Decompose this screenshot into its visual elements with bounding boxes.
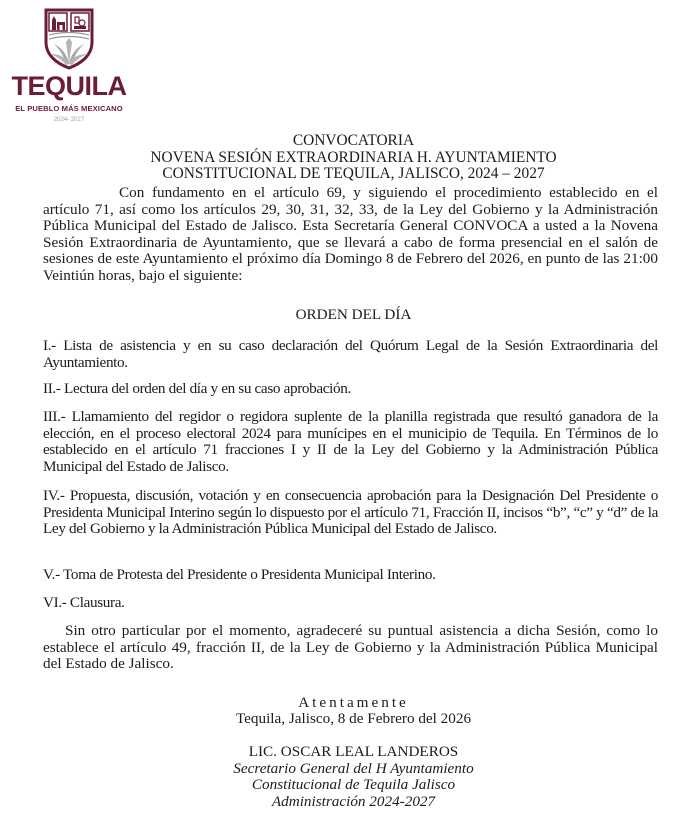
coat-of-arms-icon <box>40 8 98 70</box>
agenda-item-3: III.- Llamamiento del regidor o regidora suplente de la planilla registrada que resultó ganadora de la elección, en el proceso electoral 2024 para munícipes en el municipio de Tequila. En Términos de lo establecido en el artículo 71 fracciones I y II de la Ley del Gobierno y la Administración Pública Municipal del Estado de Jalisco. <box>43 408 658 475</box>
agenda-item-1: I.- Lista de asistencia y en su caso declaración del Quórum Legal de la Sesión Extraordinaria del Ayuntamiento. <box>43 337 658 371</box>
municipal-logo <box>6 8 132 124</box>
logo-wordmark: TEQUILA <box>11 71 127 101</box>
signatory-role-1: Secretario General del H Ayuntamiento <box>233 759 474 777</box>
intro-paragraph: Con fundamento en el artículo 69, y siguiendo el procedimiento establecido en el artículo 71, así como los artículos 29, 30, 31, 32, 33, de la Ley del Gobierno y la Administración Pública Municipal del Estado de Jalisco. Esta Secretaría General CONVOCA a usted a la Novena Sesión Extraordinaria de Ayuntamiento, que se llevará a cabo de forma presencial en el salón de sesiones de este Ayuntamiento el próximo día Domingo 8 de Febrero del 2026, en punto de las 21:00 Veintiún horas, bajo el siguiente: <box>43 184 658 284</box>
title-line-3: CONSTITUCIONAL DE TEQUILA, JALISCO, 2024 – 2027 <box>162 165 545 182</box>
agenda-item-6: VI.- Clausura. <box>43 594 125 611</box>
signatory-role-3: Administración 2024-2027 <box>271 792 436 810</box>
logo-years: 2024- 2027 <box>53 117 85 123</box>
logo-tagline: EL PUEBLO MÁS MEXICANO <box>15 104 123 113</box>
salutation-text: Atentamente <box>298 694 409 711</box>
signatory-role-2: Constitucional de Tequila Jalisco <box>251 776 456 793</box>
agenda-item-5: V.- Toma de Protesta del Presidente o Presidenta Municipal Interino. <box>43 566 436 583</box>
place-date: Tequila, Jalisco, 8 de Febrero del 2026 <box>235 710 472 727</box>
document-title <box>0 133 679 183</box>
title-line-2: NOVENA SESIÓN EXTRAORDINARIA H. AYUNTAMIENTO <box>150 148 557 166</box>
agenda-item-4: IV.- Propuesta, discusión, votación y en consecuencia aprobación para la Designación Del Presidente o Presidenta Municipal Interino según lo dispuesto por el artículo 71, Fracción II, incisos “b”, “c” y “d” de la Ley del Gobierno y la Administración Pública Municipal del Estado de Jalisco. <box>43 487 658 538</box>
signatory-block <box>0 744 679 810</box>
title-line-1: CONVOCATORIA <box>292 132 415 149</box>
signatory-name: LIC. OSCAR LEAL LANDEROS <box>248 743 459 760</box>
agenda-heading: ORDEN DEL DÍA <box>295 306 412 323</box>
agenda-item-2: II.- Lectura del orden del día y en su caso aprobación. <box>43 380 351 397</box>
closing-paragraph: Sin otro particular por el momento, agradeceré su puntual asistencia a dicha Sesión, como lo establece el artículo 49, fracción II, de la Ley de Gobierno y la Administración Pública Municipal del Estado de Jalisco. <box>43 622 658 673</box>
